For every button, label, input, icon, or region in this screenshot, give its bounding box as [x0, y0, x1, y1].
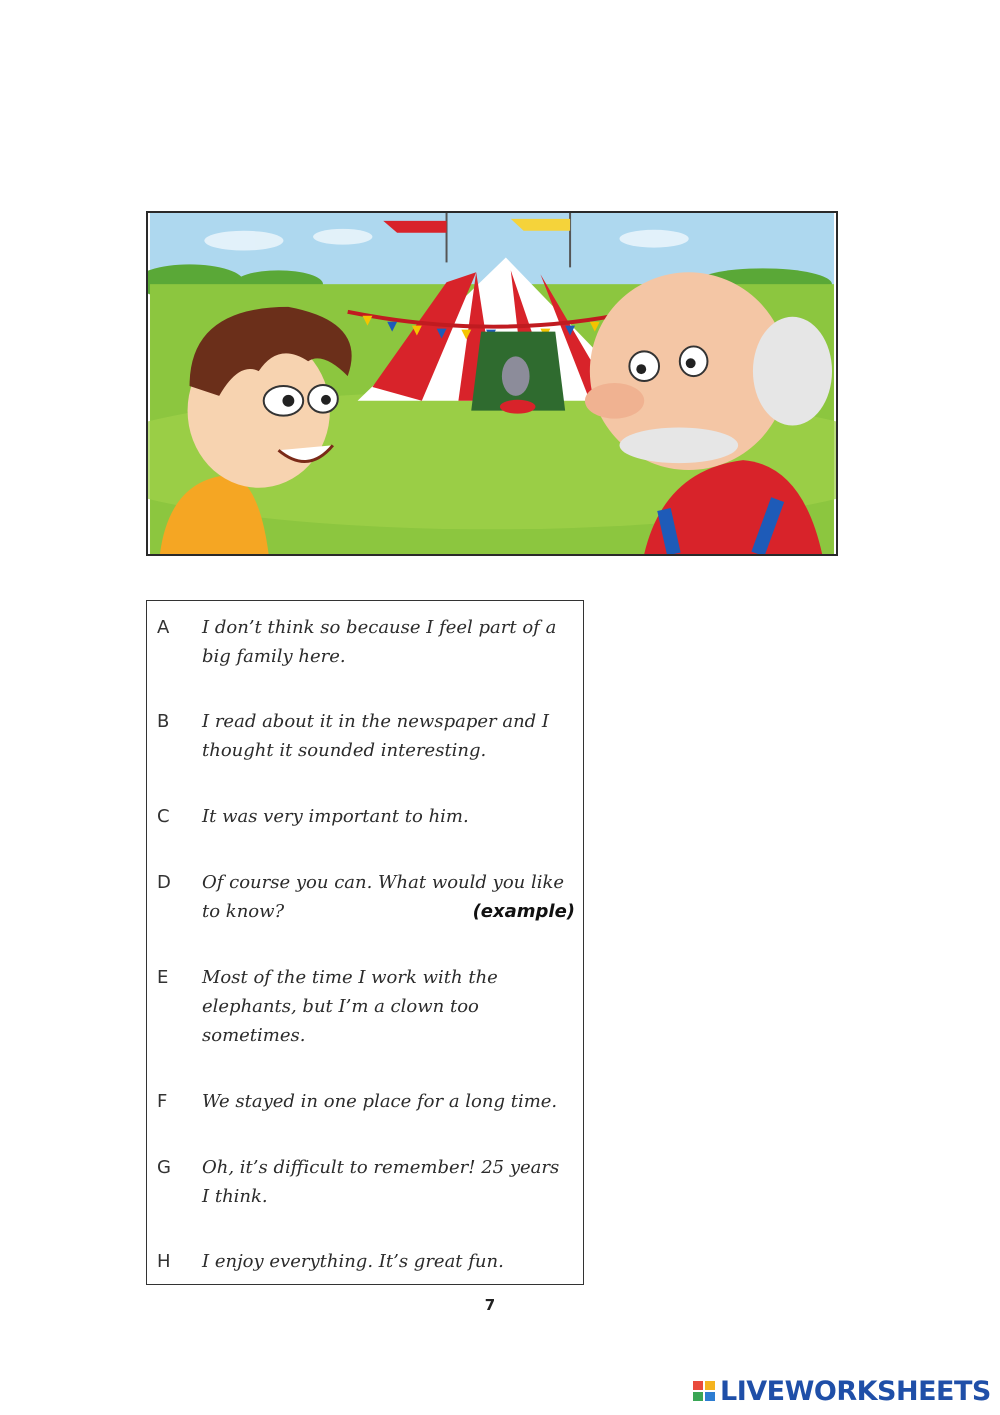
option-text: I don’t think so because I feel part of a big family here. [202, 617, 557, 667]
option-text: Oh, it’s difficult to remember! 25 years I think. [202, 1157, 560, 1207]
option-letter: F [157, 1091, 168, 1112]
option-text: I enjoy everything. It’s great fun. [202, 1251, 504, 1272]
option-d [147, 868, 583, 926]
option-text: It was very important to him. [202, 806, 469, 827]
brand-name: LIVEWORKSHEETS [720, 1375, 991, 1407]
option-text: Most of the time I work with the elephants, but I’m a clown too sometimes. [202, 967, 498, 1046]
option-letter: E [157, 967, 169, 988]
liveworksheets-logo-icon [693, 1379, 717, 1403]
option-letter: A [157, 617, 170, 638]
option-letter: B [157, 711, 170, 732]
option-text: We stayed in one place for a long time. [202, 1091, 558, 1112]
page-number: 7 [484, 1296, 496, 1314]
option-letter: D [157, 872, 171, 893]
option-letter: G [157, 1157, 171, 1178]
brand-footer [693, 1374, 991, 1408]
answer-options-box [146, 600, 584, 1285]
circus-illustration [146, 211, 838, 556]
option-letter: H [157, 1251, 171, 1272]
option-text: I read about it in the newspaper and I thought it sounded interesting. [202, 711, 550, 761]
option-text: Of course you can. What would you like to know? [202, 872, 565, 922]
circus-scene-icon [148, 213, 836, 554]
example-label: (example) [472, 901, 575, 922]
option-letter: C [157, 806, 170, 827]
